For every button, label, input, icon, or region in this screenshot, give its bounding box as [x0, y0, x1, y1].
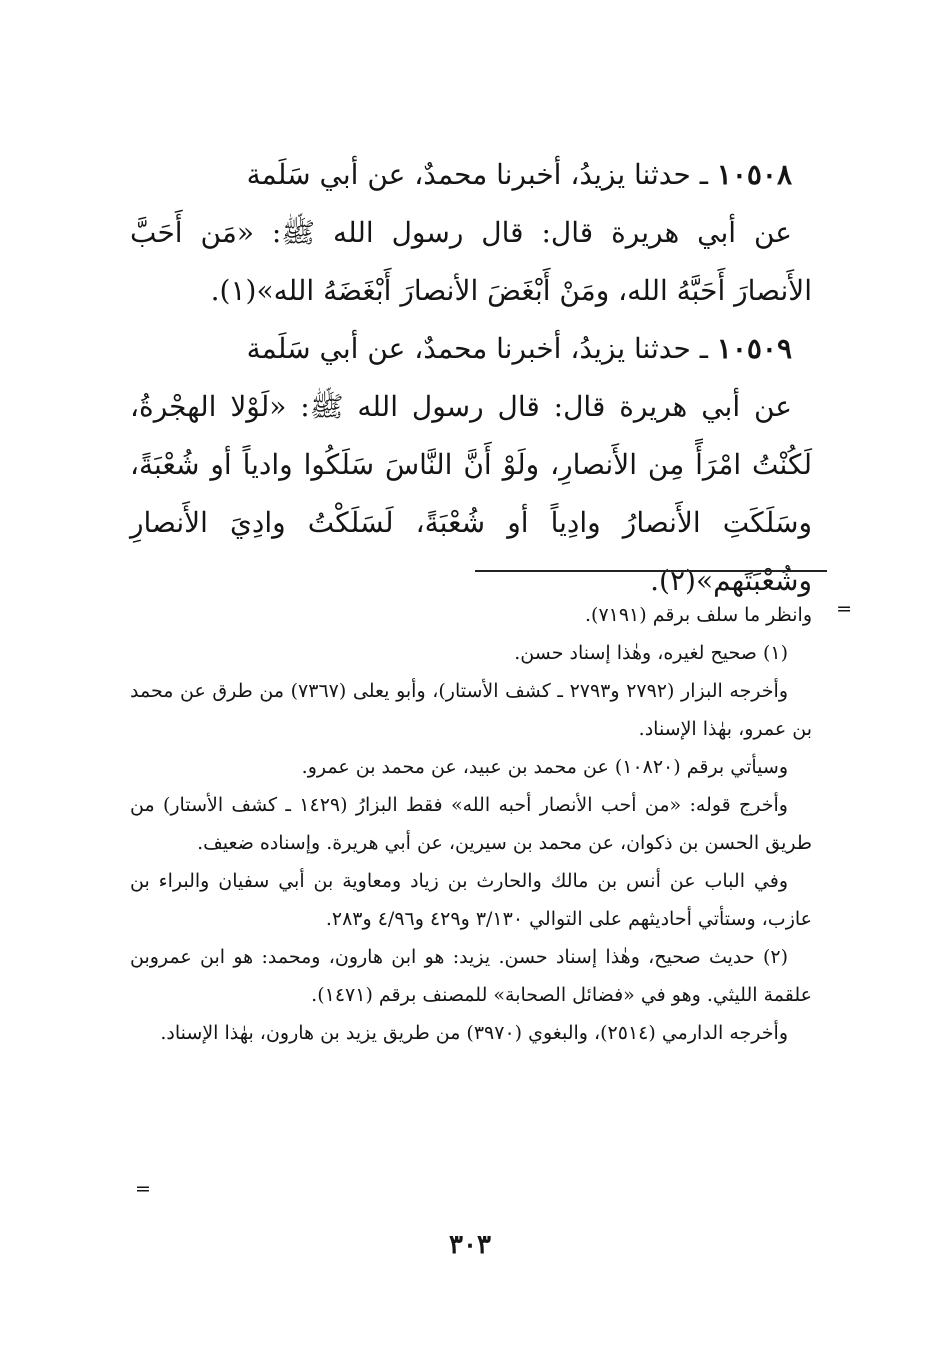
footnote-line: وسيأتي برقم (١٠٨٢٠) عن محمد بن عبيد، عن محمد بن عمرو. [301, 756, 788, 778]
hadith-chain [130, 320, 812, 378]
footnote-line: وأخرجه البزار (٢٧٩٢ و٢٧٩٣ ـ كشف الأستار)، وأبو يعلى (٧٣٦٧) من طرق عن محمد بن عمرو، بهٰذا الإسناد. [130, 680, 812, 740]
footnote-separator [475, 570, 827, 572]
continuation-mark: = [836, 598, 852, 620]
footnote-line: وأخرجه الدارمي (٢٥١٤)، والبغوي (٣٩٧٠) من طريق يزيد بن هارون، بهٰذا الإسناد. [160, 1022, 788, 1044]
main-text [130, 146, 812, 610]
footnote-line: (٢) حديث صحيح، وهٰذا إسناد حسن. يزيد: هو ابن هارون، ومحمد: هو ابن عمروبن علقمة الليثي. وهو في «فضائل الصحابة» للمصنف برقم (١٤٧١). [130, 946, 812, 1006]
hadith-number: ١٠٥٠٩ [716, 332, 792, 365]
page-number: ٣٠٣ [449, 1230, 491, 1260]
hadith-text: عن أبي هريرة قال: قال رسول الله ﷺ: «مَن أَحَبَّ الأَنصارَ أَحَبَّهُ الله، ومَنْ أَبْغَضَ الأنصارَ أَبْغَضَهُ الله»(١). [130, 216, 812, 307]
footnotes [130, 596, 812, 1052]
hadith-text: عن أبي هريرة قال: قال رسول الله ﷺ: «لَوْلا الهجْرةُ، لَكُنْتُ امْرَأً مِن الأَنصارِ، ولَوْ أَنَّ النَّاسَ سَلَكُوا وادياً أو شُعْبَةً، وسَلَكَتِ الأَنصارُ وادِياً أو شُعْبَةً، لَسَلَكْتُ وادِيَ الأَنصارِ وشُعْبَتَهم»(٢). [130, 390, 812, 597]
hadith-chain [130, 146, 812, 204]
footnote-line: (١) صحيح لغيره، وهٰذا إسناد حسن. [514, 642, 788, 664]
footnote-line: وانظر ما سلف برقم (٧١٩١). [584, 604, 812, 626]
end-mark: = [135, 1178, 151, 1200]
hadith-isnad: ـ حدثنا يزيدُ، أخبرنا محمدٌ، عن أبي سَلَمة [246, 332, 717, 365]
hadith-isnad: ـ حدثنا يزيدُ، أخبرنا محمدٌ، عن أبي سَلَمة [246, 158, 717, 191]
hadith-number: ١٠٥٠٨ [716, 158, 792, 191]
footnote-line: وفي الباب عن أنس بن مالك والحارث بن زياد ومعاوية بن أبي سفيان والبراء بن عازب، وستأتي أحاديثهم على التوالي ٣/١٣٠ و٤٢٩ و٤/٩٦ و٢٨٣. [130, 870, 812, 930]
footnote-line: وأخرج قوله: «من أحب الأنصار أحبه الله» فقط البزارُ (١٤٢٩ ـ كشف الأستار) من طريق الحسن بن ذكوان، عن محمد بن سيرين، عن أبي هريرة. وإسناده ضعيف. [130, 794, 812, 854]
